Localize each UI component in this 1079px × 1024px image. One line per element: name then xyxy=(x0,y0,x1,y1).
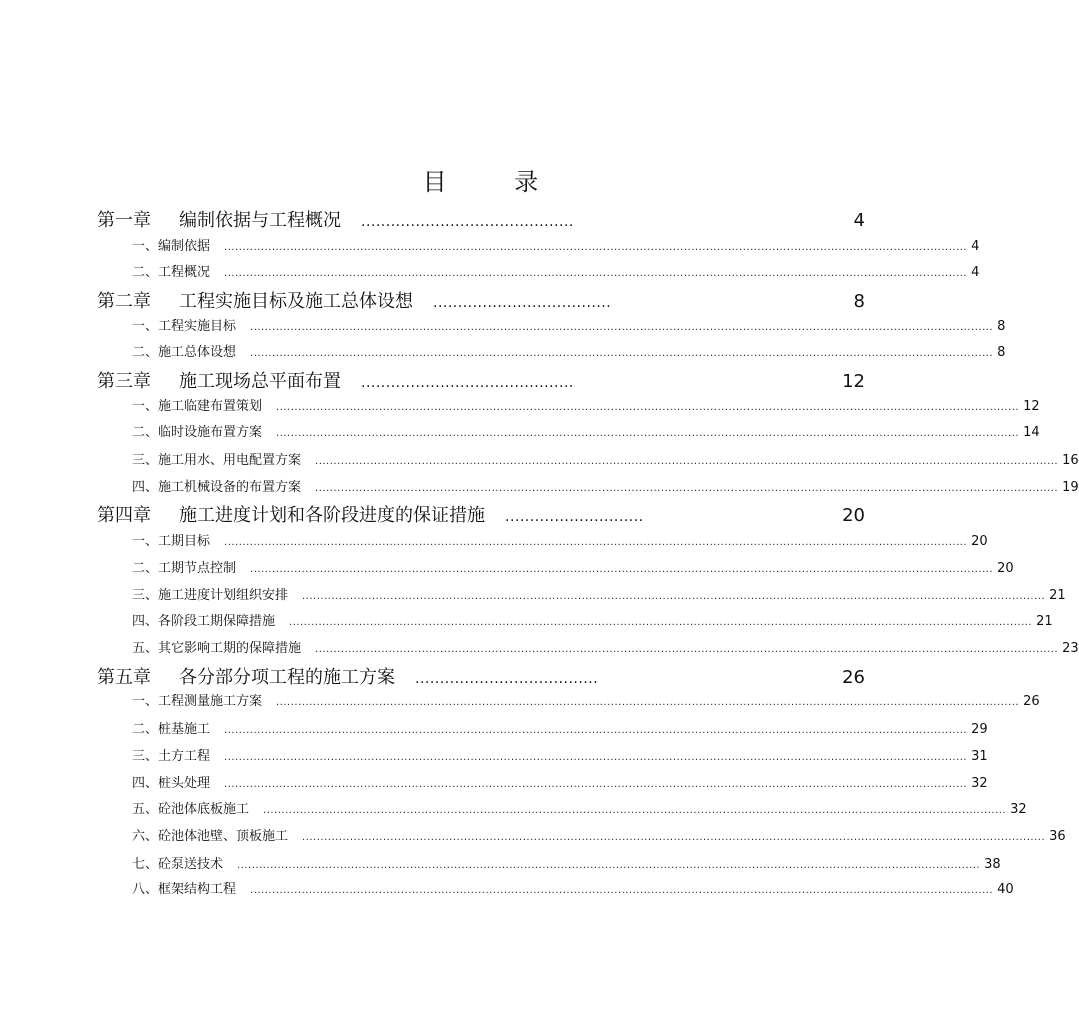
dot-leader: ........................................... xyxy=(361,214,574,230)
toc-chapter-1[interactable] xyxy=(97,209,865,234)
page-number: 32 xyxy=(1010,802,1027,817)
section-label: 四、各阶段工期保障措施 xyxy=(132,614,276,629)
page-number: 26 xyxy=(842,667,865,688)
toc-section[interactable] xyxy=(132,398,1040,417)
toc-section[interactable] xyxy=(132,856,1001,875)
section-label: 一、工期目标 xyxy=(132,534,211,549)
chapter-number: 第一章 xyxy=(97,210,151,231)
dot-leader: .......................................................................................................................................................................................................... xyxy=(315,483,1059,494)
toc-section[interactable] xyxy=(132,264,980,283)
dot-leader: .......................................................................................................................................................................................................... xyxy=(276,402,1020,413)
toc-section[interactable] xyxy=(132,613,1053,632)
dot-leader: .......................................................................................................................................................................................................... xyxy=(276,697,1020,708)
section-label: 五、砼池体底板施工 xyxy=(132,802,250,817)
page-number: 8 xyxy=(853,291,865,312)
page-number: 20 xyxy=(971,534,988,549)
chapter-label xyxy=(97,504,485,528)
page-number: 29 xyxy=(971,722,988,737)
toc-chapter-3[interactable] xyxy=(97,370,865,395)
section-label: 七、砼泵送技术 xyxy=(132,857,224,872)
page-number: 23 xyxy=(1062,641,1079,656)
section-label: 二、临时设施布置方案 xyxy=(132,425,263,440)
dot-leader: .......................................................................................................................................................................................................... xyxy=(276,428,1020,439)
toc-section[interactable] xyxy=(132,452,1079,471)
chapter-title: 工程实施目标及施工总体设想 xyxy=(179,291,413,312)
page-number: 4 xyxy=(971,239,980,254)
toc-section[interactable] xyxy=(132,775,988,794)
chapter-title: 施工进度计划和各阶段进度的保证措施 xyxy=(179,505,485,526)
section-label: 五、其它影响工期的保障措施 xyxy=(132,641,302,656)
dot-leader: .......................................................................................................................................................................................................... xyxy=(289,617,1033,628)
section-label: 二、施工总体设想 xyxy=(132,345,237,360)
section-label: 四、施工机械设备的布置方案 xyxy=(132,480,302,495)
section-label: 一、编制依据 xyxy=(132,239,211,254)
page-number: 38 xyxy=(984,857,1001,872)
dot-leader: .......................................................................................................................................................................................................... xyxy=(250,322,994,333)
dot-leader: .......................................................................................................................................................................................................... xyxy=(302,832,1046,843)
toc-chapter-2[interactable] xyxy=(97,290,865,315)
page-number: 4 xyxy=(971,265,980,280)
dot-leader: .......................................................................................................................................................................................................... xyxy=(302,591,1046,602)
page-number: 14 xyxy=(1023,425,1040,440)
chapter-number: 第五章 xyxy=(97,667,151,688)
toc-section[interactable] xyxy=(132,587,1066,606)
dot-leader: .......................................................................................................................................................................................................... xyxy=(250,564,994,575)
section-label: 一、施工临建布置策划 xyxy=(132,399,263,414)
page-number: 36 xyxy=(1049,829,1066,844)
dot-leader: .................................... xyxy=(433,295,612,311)
chapter-label xyxy=(97,209,341,233)
chapter-label xyxy=(97,666,395,690)
page-number: 21 xyxy=(1049,588,1066,603)
page-number: 19 xyxy=(1062,480,1079,495)
section-label: 四、桩头处理 xyxy=(132,776,211,791)
toc-section[interactable] xyxy=(132,881,1014,900)
section-label: 一、工程测量施工方案 xyxy=(132,694,263,709)
dot-leader: ............................ xyxy=(505,509,644,525)
toc-chapter-4[interactable] xyxy=(97,504,865,529)
chapter-title: 施工现场总平面布置 xyxy=(179,371,341,392)
page-number: 8 xyxy=(997,319,1006,334)
page-number: 8 xyxy=(997,345,1006,360)
dot-leader: .......................................................................................................................................................................................................... xyxy=(224,752,968,763)
dot-leader: .......................................................................................................................................................................................................... xyxy=(315,456,1059,467)
toc-section[interactable] xyxy=(132,693,1040,712)
chapter-number: 第二章 xyxy=(97,291,151,312)
dot-leader: .......................................................................................................................................................................................................... xyxy=(224,537,968,548)
section-label: 三、施工进度计划组织安排 xyxy=(132,588,289,603)
chapter-number: 第三章 xyxy=(97,371,151,392)
toc-section[interactable] xyxy=(132,533,988,552)
page-number: 26 xyxy=(1023,694,1040,709)
page-number: 12 xyxy=(1023,399,1040,414)
section-label: 二、工程概况 xyxy=(132,265,211,280)
dot-leader: .......................................................................................................................................................................................................... xyxy=(224,779,968,790)
toc-section[interactable] xyxy=(132,640,1079,659)
section-label: 一、工程实施目标 xyxy=(132,319,237,334)
section-label: 六、砼池体池壁、顶板施工 xyxy=(132,829,289,844)
chapter-title: 各分部分项工程的施工方案 xyxy=(179,667,395,688)
toc-section[interactable] xyxy=(132,424,1040,443)
toc-section[interactable] xyxy=(132,318,1006,337)
dot-leader: .......................................................................................................................................................................................................... xyxy=(224,268,968,279)
section-label: 二、桩基施工 xyxy=(132,722,211,737)
dot-leader: ........................................... xyxy=(361,375,574,391)
page-number: 12 xyxy=(842,371,865,392)
dot-leader: .......................................................................................................................................................................................................... xyxy=(224,725,968,736)
page-number: 20 xyxy=(997,561,1014,576)
section-label: 二、工期节点控制 xyxy=(132,561,237,576)
section-label: 八、框架结构工程 xyxy=(132,882,237,897)
chapter-number: 第四章 xyxy=(97,505,151,526)
toc-section[interactable] xyxy=(132,479,1079,498)
toc-title: 目 录 xyxy=(422,168,569,196)
dot-leader: .......................................................................................................................................................................................................... xyxy=(250,348,994,359)
chapter-label xyxy=(97,370,341,394)
section-label: 三、施工用水、用电配置方案 xyxy=(132,453,302,468)
chapter-label xyxy=(97,290,413,314)
page-number: 21 xyxy=(1036,614,1053,629)
toc-section[interactable] xyxy=(132,238,980,257)
toc-section[interactable] xyxy=(132,828,1066,847)
page-number: 40 xyxy=(997,882,1014,897)
chapter-title: 编制依据与工程概况 xyxy=(179,210,341,231)
page-number: 32 xyxy=(971,776,988,791)
toc-section[interactable] xyxy=(132,748,988,767)
dot-leader: .......................................................................................................................................................................................................... xyxy=(263,805,1007,816)
page-number: 4 xyxy=(853,210,865,231)
dot-leader: .......................................................................................................................................................................................................... xyxy=(224,242,968,253)
dot-leader: .......................................................................................................................................................................................................... xyxy=(250,885,994,896)
toc-section[interactable] xyxy=(132,560,1014,579)
page-number: 31 xyxy=(971,749,988,764)
page-number: 20 xyxy=(842,505,865,526)
toc-section[interactable] xyxy=(132,344,1006,363)
dot-leader: .......................................................................................................................................................................................................... xyxy=(315,644,1059,655)
toc-section[interactable] xyxy=(132,801,1027,820)
section-label: 三、土方工程 xyxy=(132,749,211,764)
toc-chapter-5[interactable] xyxy=(97,666,865,691)
dot-leader: .......................................................................................................................................................................................................... xyxy=(237,860,981,871)
toc-section[interactable] xyxy=(132,721,988,740)
dot-leader: ..................................... xyxy=(415,671,599,687)
page-number: 16 xyxy=(1062,453,1079,468)
